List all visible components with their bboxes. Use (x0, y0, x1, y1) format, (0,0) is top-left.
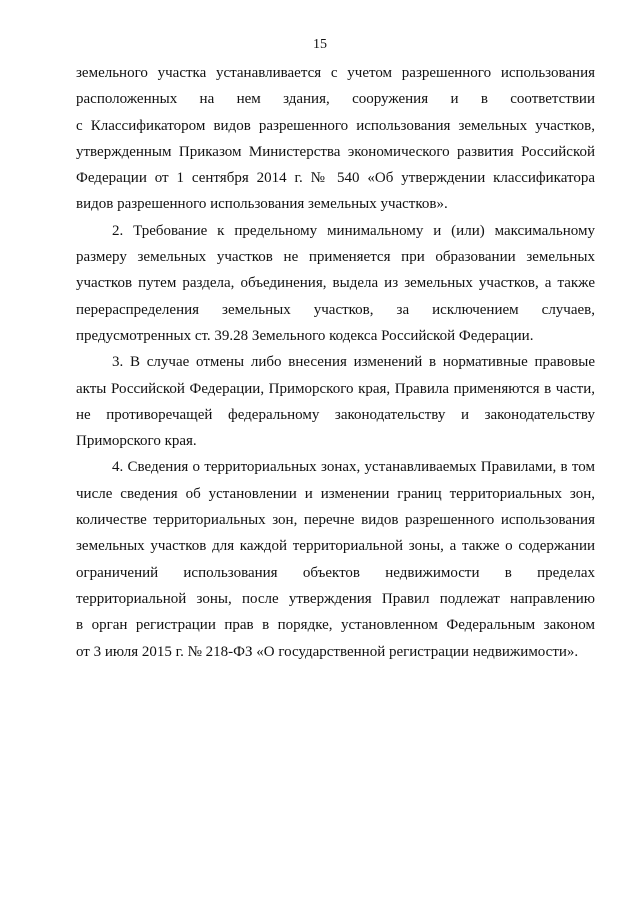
text-line: 2. Требование к предельному минимальному и (или) максимальному (112, 222, 595, 239)
paragraph-item-2 (76, 218, 595, 349)
document-body (76, 60, 595, 665)
text-line: не противоречащей федеральному законодательству и законодательству (76, 406, 595, 423)
text-line: числе сведения об установлении и изменении границ территориальных зон, (76, 485, 595, 502)
text-line: с Классификатором видов разрешенного использования земельных участков, (76, 117, 595, 134)
text-line: размеру земельных участков не применяется при образовании земельных (76, 249, 595, 266)
text-line: расположенных на нем здания, сооружения и в соответствии (76, 91, 595, 108)
text-line: акты Российской Федерации, Приморского края, Правила применяются в части, (76, 380, 595, 397)
text-line: территориальной зоны, после утверждения Правил подлежат направлению (76, 590, 595, 607)
page-number: 15 (313, 37, 327, 52)
text-line: в орган регистрации прав в порядке, установленном Федеральным законом (76, 617, 595, 634)
text-line: участков путем раздела, объединения, выдела из земельных участков, а также (76, 275, 595, 292)
paragraph-item-3 (76, 349, 595, 454)
paragraph-item-4 (76, 454, 595, 664)
text-line: Приморского края. (76, 433, 197, 450)
text-line: земельного участка устанавливается с учетом разрешенного использования (76, 65, 595, 81)
text-line: видов разрешенного использования земельных участков». (76, 196, 448, 213)
text-line: перераспределения земельных участков, за исключением случаев, (76, 301, 595, 318)
text-line: утвержденным Приказом Министерства экономического развития Российской (76, 143, 595, 160)
text-line: количестве территориальных зон, перечне видов разрешенного использования (76, 512, 595, 529)
text-line: ограничений использования объектов недвижимости в пределах (76, 564, 595, 581)
text-line: земельных участков для каждой территориальной зоны, а также о содержании (76, 538, 595, 555)
text-line: 4. Сведения о территориальных зонах, устанавливаемых Правилами, в том (112, 459, 595, 476)
paragraph-continuation (76, 60, 595, 218)
text-line: Федерации от 1 сентября 2014 г. № 540 «Об утверждении классификатора (76, 170, 595, 187)
text-line: от 3 июля 2015 г. № 218-ФЗ «О государственной регистрации недвижимости». (76, 643, 579, 660)
text-line: 3. В случае отмены либо внесения изменений в нормативные правовые (112, 354, 595, 371)
text-line: предусмотренных ст. 39.28 Земельного кодекса Российской Федерации. (76, 327, 534, 344)
